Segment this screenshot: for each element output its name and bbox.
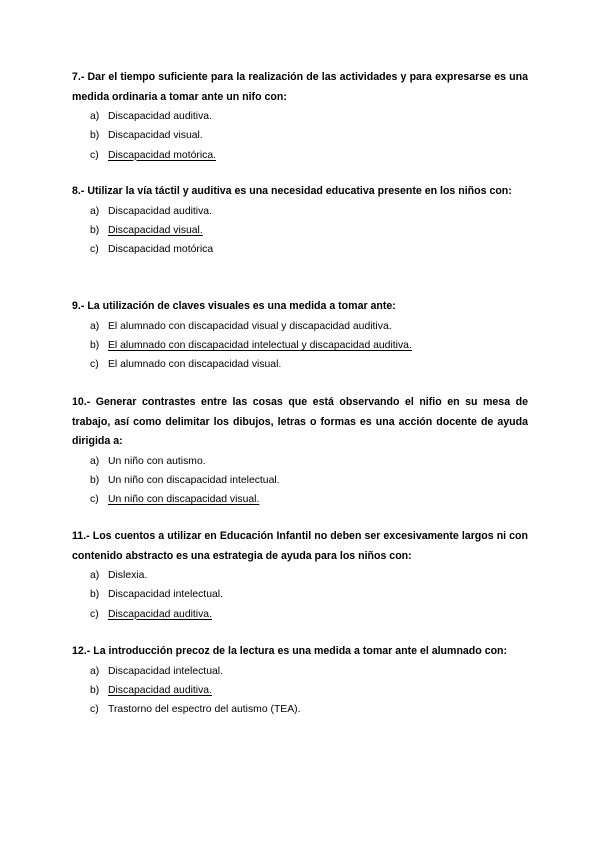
option-text: El alumnado con discapacidad visual. — [108, 359, 282, 371]
question-stem — [72, 297, 528, 317]
option-a — [72, 662, 528, 681]
option-text: Un niño con discapacidad intelectual. — [108, 474, 280, 486]
option-letter: c) — [90, 359, 99, 371]
option-c — [72, 605, 528, 624]
option-letter: b) — [90, 339, 100, 351]
question-text: Generar contrastes entre las cosas que está observando el nifio en su mesa de trabajo, así como delimitar los dibujos, letras o formas es una acción docente de ayuda dirigida a: — [72, 396, 528, 447]
option-b — [72, 221, 528, 240]
question-number: 7.- — [72, 71, 85, 83]
question-text: Utilizar la vía táctil y auditiva es una necesidad educativa presente en los niños con: — [87, 185, 512, 197]
option-letter: c) — [90, 244, 99, 256]
option-letter: c) — [90, 494, 99, 506]
option-list — [72, 202, 528, 260]
option-b — [72, 471, 528, 490]
option-letter: a) — [90, 455, 100, 467]
option-text: Discapacidad motórica — [108, 244, 214, 256]
option-a — [72, 452, 528, 471]
question-number: 8.- — [72, 185, 85, 197]
option-letter: a) — [90, 111, 100, 122]
option-list — [72, 107, 528, 165]
option-letter: a) — [90, 570, 100, 581]
option-letter: b) — [90, 684, 100, 696]
question-number: 11.- — [72, 530, 90, 542]
option-c — [72, 700, 528, 719]
question-stem — [72, 393, 528, 452]
question-11 — [72, 527, 528, 624]
question-8 — [72, 182, 528, 259]
option-text: Discapacidad auditiva. — [108, 684, 212, 696]
option-letter: b) — [90, 474, 100, 486]
option-a — [72, 107, 528, 126]
option-text: El alumnado con discapacidad visual y discapacidad auditiva. — [108, 320, 392, 332]
question-text: La introducción precoz de la lectura es una medida a tomar ante el alumnado con: — [93, 645, 508, 657]
option-c — [72, 355, 528, 374]
option-a — [72, 566, 528, 585]
option-list — [72, 566, 528, 624]
option-text: Discapacidad visual. — [108, 130, 203, 142]
question-stem — [72, 527, 528, 566]
option-text: Discapacidad auditiva. — [108, 608, 212, 620]
question-text: Los cuentos a utilizar en Educación Infantil no deben ser excesivamente largos ni con contenido abstracto es una estrategia de ayuda para los niños con: — [72, 530, 528, 562]
option-list — [72, 317, 528, 375]
option-letter: a) — [90, 205, 100, 217]
option-text: Discapacidad intelectual. — [108, 665, 223, 677]
option-letter: b) — [90, 224, 100, 236]
question-stem — [72, 182, 528, 202]
option-a — [72, 317, 528, 336]
option-c — [72, 240, 528, 259]
option-text: Discapacidad visual. — [108, 224, 203, 236]
option-c — [72, 490, 528, 509]
option-b — [72, 585, 528, 604]
option-letter: a) — [90, 665, 100, 677]
question-9 — [72, 297, 528, 374]
question-stem — [72, 68, 528, 107]
option-letter: c) — [90, 149, 99, 161]
question-stem — [72, 642, 528, 662]
option-c — [72, 146, 528, 165]
option-a — [72, 202, 528, 221]
option-text: Un niño con autismo. — [108, 455, 206, 467]
option-text: El alumnado con discapacidad intelectual y discapacidad auditiva. — [108, 339, 412, 351]
option-letter: a) — [90, 320, 100, 332]
question-7 — [72, 68, 528, 165]
option-text: Dislexia. — [108, 570, 148, 581]
question-12 — [72, 642, 528, 719]
option-text: Discapacidad motórica. — [108, 149, 216, 161]
option-text: Un niño con discapacidad visual. — [108, 494, 260, 506]
option-text: Discapacidad intelectual. — [108, 589, 223, 601]
question-number: 12.- — [72, 645, 91, 657]
option-b — [72, 126, 528, 145]
option-letter: c) — [90, 608, 99, 620]
question-text: Dar el tiempo suficiente para la realización de las actividades y para expresarse es una medida ordinaria a tomar ante un nifo con: — [72, 71, 528, 103]
option-text: Trastorno del espectro del autismo (TEA). — [108, 704, 301, 716]
question-10 — [72, 393, 528, 509]
option-text: Discapacidad auditiva. — [108, 111, 212, 122]
option-letter: b) — [90, 589, 100, 601]
option-list — [72, 452, 528, 510]
option-letter: b) — [90, 130, 100, 142]
option-letter: c) — [90, 704, 99, 716]
question-text: La utilización de claves visuales es una medida a tomar ante: — [87, 300, 396, 312]
option-b — [72, 681, 528, 700]
option-text: Discapacidad auditiva. — [108, 205, 212, 217]
option-list — [72, 662, 528, 720]
question-number: 10.- — [72, 396, 91, 408]
option-b — [72, 336, 528, 355]
question-number: 9.- — [72, 300, 85, 312]
